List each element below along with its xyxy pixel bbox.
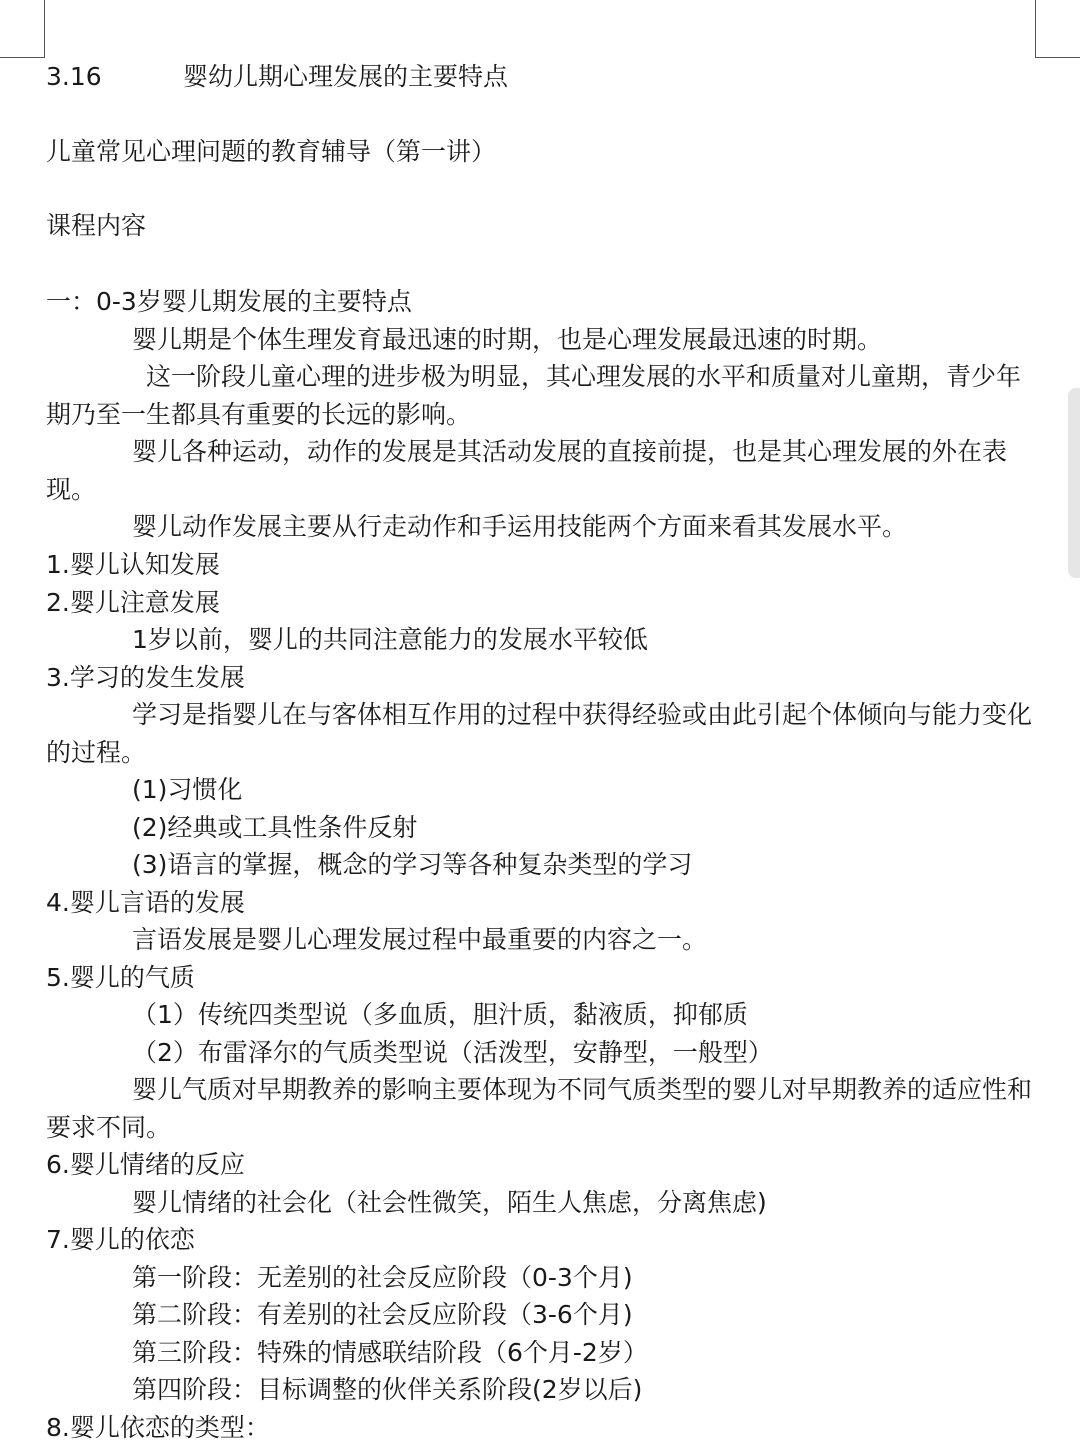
paragraph-line: 婴儿动作发展主要从行走动作和手运用技能两个方面来看其发展水平。 [132,512,908,541]
paragraph-line: 婴儿情绪的社会化（社会性微笑，陌生人焦虑，分离焦虑) [132,1188,767,1217]
list-item: (2)经典或工具性条件反射 [132,813,418,842]
scroll-handle[interactable] [1068,388,1080,578]
page-corner-mark-right [1035,0,1080,58]
list-heading: 8.婴儿依恋的类型： [46,1413,270,1440]
paragraph-line: 这一阶段儿童心理的进步极为明显，其心理发展的水平和质量对儿童期，青少年 [146,362,1022,391]
section-number: 3.16 [46,62,102,91]
list-item: (1)习惯化 [132,775,243,804]
list-heading: 3.学习的发生发展 [46,663,245,692]
list-item: 第二阶段：有差别的社会反应阶段（3-6个月) [132,1300,633,1329]
list-heading: 7.婴儿的依恋 [46,1225,195,1254]
paragraph-line: 的过程。 [46,738,147,767]
paragraph-line: 婴儿期是个体生理发育最迅速的时期，也是心理发展最迅速的时期。 [132,325,883,354]
list-heading: 1.婴儿认知发展 [46,550,220,579]
paragraph-line: 期乃至一生都具有重要的长远的影响。 [46,400,472,429]
list-item: （1）传统四类型说（多血质，胆汁质，黏液质，抑郁质 [132,1000,748,1029]
heading-0-3: 一：0-3岁婴儿期发展的主要特点 [46,287,412,316]
list-item: 第四阶段：目标调整的伙伴关系阶段(2岁以后) [132,1375,643,1404]
list-item: 第三阶段：特殊的情感联结阶段（6个月-2岁） [132,1338,648,1367]
paragraph-line: 要求不同。 [46,1113,172,1142]
list-heading: 2.婴儿注意发展 [46,588,220,617]
paragraph-line: 现。 [46,475,97,504]
list-heading: 5.婴儿的气质 [46,963,195,992]
list-item: （2）布雷泽尔的气质类型说（活泼型，安静型，一般型） [132,1038,773,1067]
paragraph-line: 1岁以前，婴儿的共同注意能力的发展水平较低 [132,625,648,654]
section-label: 课程内容 [46,211,147,240]
subtitle: 儿童常见心理问题的教育辅导（第一讲） [46,137,497,166]
list-item: (3)语言的掌握，概念的学习等各种复杂类型的学习 [132,850,693,879]
paragraph-line: 婴儿气质对早期教养的影响主要体现为不同气质类型的婴儿对早期教养的适应性和 [132,1075,1033,1104]
page-corner-mark-left [0,0,45,58]
paragraph-line: 婴儿各种运动，动作的发展是其活动发展的直接前提，也是其心理发展的外在表 [132,437,1008,466]
page-title: 婴幼儿期心理发展的主要特点 [183,62,509,91]
paragraph-line: 学习是指婴儿在与客体相互作用的过程中获得经验或由此引起个体倾向与能力变化 [132,700,1033,729]
list-heading: 4.婴儿言语的发展 [46,888,245,917]
paragraph-line: 言语发展是婴儿心理发展过程中最重要的内容之一。 [132,925,708,954]
list-heading: 6.婴儿情绪的反应 [46,1150,245,1179]
list-item: 第一阶段：无差别的社会反应阶段（0-3个月) [132,1263,633,1292]
